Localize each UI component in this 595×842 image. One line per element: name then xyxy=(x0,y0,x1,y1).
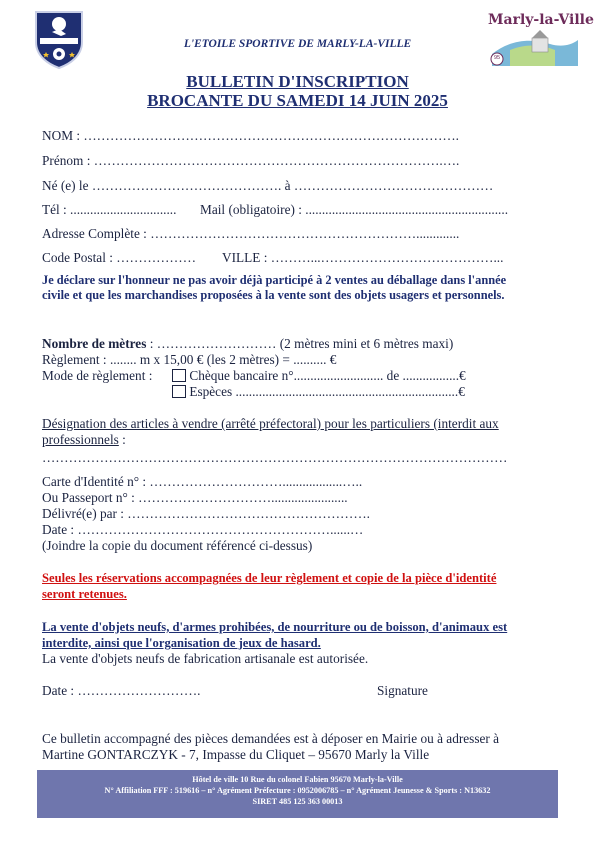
delivre-field[interactable]: Délivré(e) par : ………………………………………………. xyxy=(42,506,370,521)
carte-field[interactable]: Carte d'Identité n° : …………………………..................….. xyxy=(42,474,363,489)
especes-label: Espèces ...................................................................€ xyxy=(189,384,465,399)
metres-row xyxy=(42,336,453,351)
metres-field[interactable]: : ……………………… (2 mètres mini et 6 mètres maxi) xyxy=(146,336,454,351)
especes-checkbox[interactable] xyxy=(172,385,186,398)
city-field[interactable]: VILLE : ………...…………………………………... xyxy=(222,250,504,265)
notice-red: Seules les réservations accompagnées de leur règlement et copie de la pièce d'identité seront retenues. xyxy=(42,571,497,601)
nom-field[interactable]: NOM : …………………………………………………………………………. xyxy=(42,128,460,143)
declaration: Je déclare sur l'honneur ne pas avoir déjà participé à 2 ventes au déballage dans l'année civile et que les marchandises proposées à la vente sont des objets usagers et personnels. xyxy=(42,273,507,302)
prenom-field[interactable]: Prénom : …………………………………………………………………….…. xyxy=(42,153,460,168)
passeport-field[interactable]: Ou Passeport n° : …………………………....................... xyxy=(42,490,348,505)
postal-code-field[interactable]: Code Postal : ……………… xyxy=(42,250,197,265)
notice-blue: La vente d'objets neufs, d'armes prohibées, de nourriture ou de boisson, d'animaux est interdite, ainsi que l'organisation de jeux de hasard. xyxy=(42,620,508,650)
footer-siret: SIRET 485 125 363 00013 xyxy=(252,797,343,806)
footer-affiliation: N° Affiliation FFF : 519616 – n° Agrément Préfecture : 0952006785 – n° Agrément Jeunesse & Sports : N13632 xyxy=(104,786,491,795)
address-field[interactable]: Adresse Complète : ……………………………………………………............. xyxy=(42,226,460,241)
birth-field[interactable]: Né (e) le ……………………………………. à ……………………………………… xyxy=(42,178,494,193)
town-logo-badge: 95 xyxy=(493,55,501,61)
identity-note: (Joindre la copie du document référencé ci-dessus) xyxy=(42,538,313,553)
town-logo-text: Marly-la-Ville xyxy=(488,12,594,28)
footer-address: Hôtel de ville 10 Rue du colonel Fabien 95670 Marly-la-Ville xyxy=(192,775,403,784)
cheque-checkbox[interactable] xyxy=(172,369,186,382)
title-line-2: BROCANTE DU SAMEDI 14 JUIN 2025 xyxy=(147,91,448,110)
identity-date-field[interactable]: Date : …………………………………………………......… xyxy=(42,522,364,537)
title-line-1: BULLETIN D'INSCRIPTION xyxy=(186,72,409,91)
cheque-option[interactable] xyxy=(172,368,466,383)
metres-label: Nombre de mètres xyxy=(42,336,147,351)
mail-field[interactable]: Mail (obligatoire) : ............................................................. xyxy=(200,202,509,217)
signature-date-field[interactable]: Date : ………………………. xyxy=(42,683,201,698)
reglement-field[interactable]: Règlement : ........ m x 15,00 € (les 2 mètres) = .......... € xyxy=(42,352,337,367)
especes-option[interactable] xyxy=(172,384,465,399)
designation-label: Désignation des articles à vendre (arrêté préfectoral) pour les particuliers (interdit aux professionnels : xyxy=(42,416,499,447)
closing-line-1: Ce bulletin accompagné des pièces demandées est à déposer en Mairie ou à adresser à xyxy=(42,731,500,746)
form-title xyxy=(0,72,595,110)
club-name: L'ETOILE SPORTIVE DE MARLY-LA-VILLE xyxy=(183,38,412,50)
designation-field[interactable]: …………………………………………………………………………………………… xyxy=(42,450,508,465)
mode-label: Mode de règlement : xyxy=(42,368,153,383)
closing-line-2: Martine GONTARCZYK - 7, Impasse du Cliquet – 95670 Marly la Ville xyxy=(42,747,430,762)
notice-plain: La vente d'objets neufs de fabrication artisanale est autorisée. xyxy=(42,651,369,666)
signature-label: Signature xyxy=(377,683,428,698)
tel-field[interactable]: Tél : ................................ xyxy=(42,202,177,217)
footer xyxy=(37,770,558,818)
cheque-label: Chèque bancaire n°........................... de .................€ xyxy=(189,368,466,383)
